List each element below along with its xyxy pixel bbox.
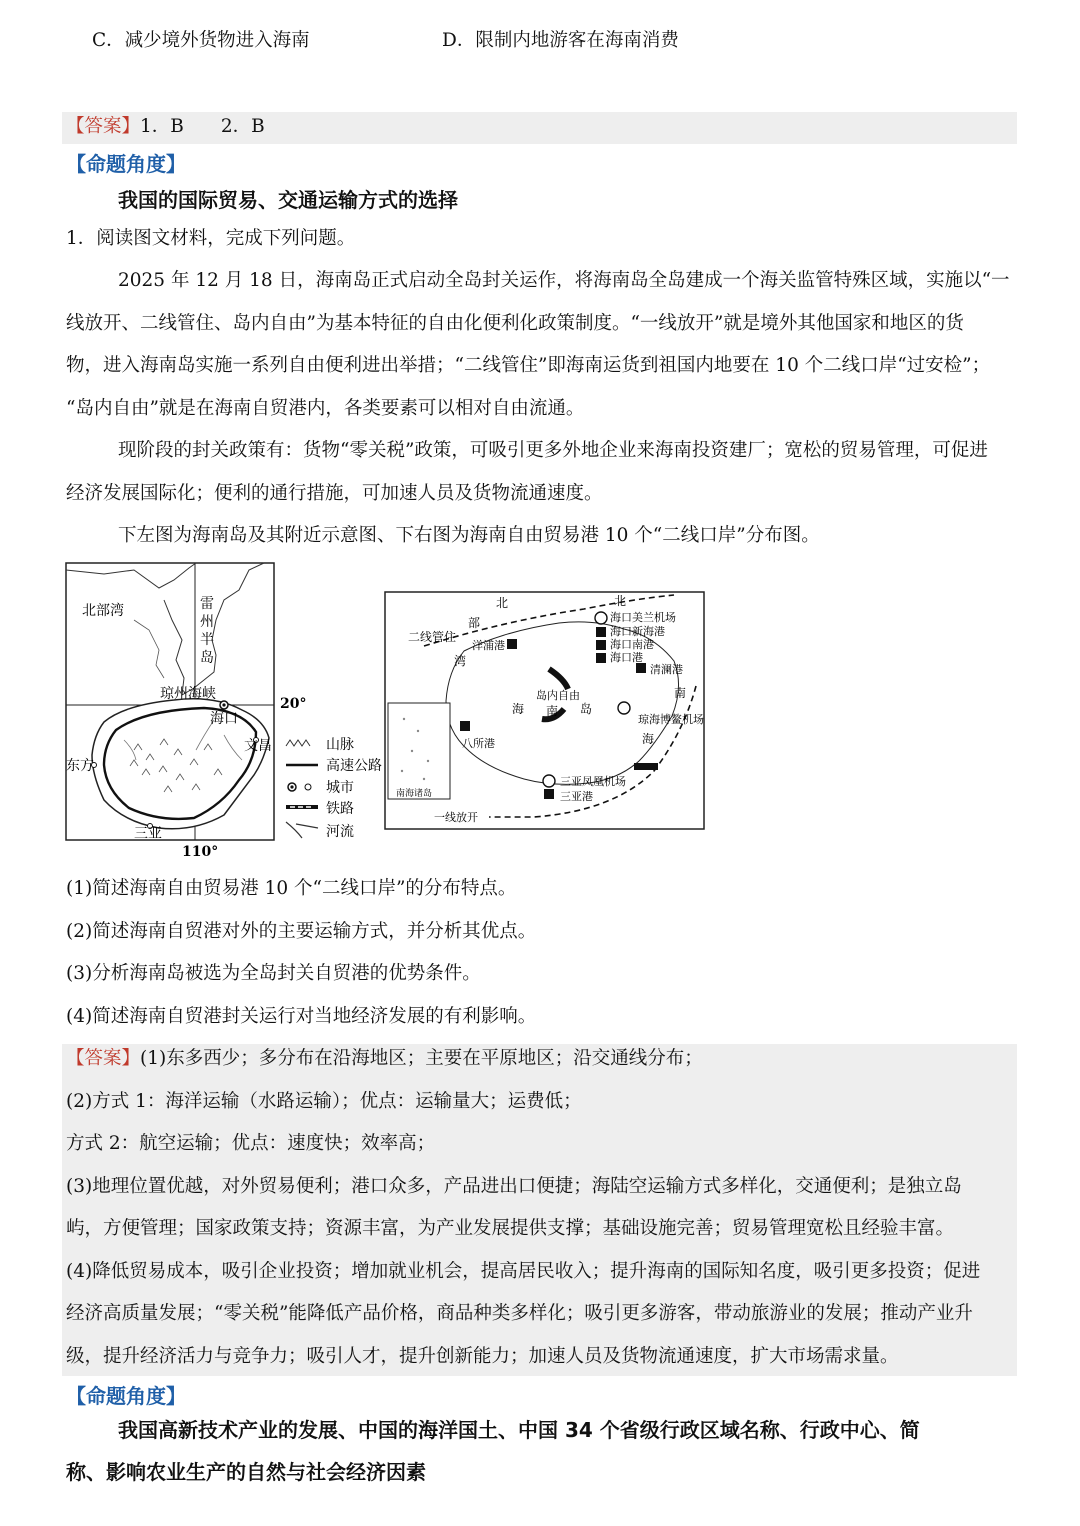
label-leizhou-1: 雷 [200,596,214,612]
label-yangpu: 洋浦港 [472,639,505,652]
legend-expressway: 高速公路 [326,758,382,774]
para1-line2: 线放开、二线管住、岛内自由”为基本特征的自由化便利化政策制度。“一线放开”就是境外其他国家和地区的货 [66,313,964,334]
para1-line4: “岛内自由”就是在海南自贸港内，各类要素可以相对自由流通。 [66,398,585,419]
label-sanya-port: 三亚港 [560,790,593,803]
label-bei2: 北 [614,594,627,608]
label-xinhai: 海口新海港 [610,625,665,638]
answer-2-line7: 经济高质量发展；“零关税”能降低产品价格，商品种类多样化；吸引更多游客，带动旅游业的发展；推动产业升 [66,1303,973,1324]
right-map [384,591,706,831]
answer-2-line4: (3)地理位置优越，对外贸易便利；港口众多，产品进出口便捷；海陆空运输方式多样化，交通便利；是独立岛 [66,1176,962,1197]
label-wan: 湾 [454,654,467,668]
para3: 下左图为海南岛及其附近示意图、下右图为海南自由贸易港 10 个“二线口岸”分布图。 [118,525,820,546]
sub-question-1: (1)简述海南自由贸易港 10 个“二线口岸”的分布特点。 [66,878,517,899]
label-haikou: 海口 [210,711,238,727]
label-bei: 北 [496,596,509,610]
label-haikou-air: 海口美兰机场 [610,611,676,624]
para1-line1: 2025 年 12 月 18 日，海南岛正式启动全岛封关运作，将海南岛全岛建成一个海关监管特殊区域，实施以“一 [118,270,1010,291]
para1-line3: 物，进入海南岛实施一系列自由便利进出举措；“二线管住”即海南运货到祖国内地要在 10 个二线口岸“过安检”； [66,355,991,376]
section-subtitle-1: 我国的国际贸易、交通运输方式的选择 [118,188,458,212]
label-beibu: 北部湾 [82,603,124,619]
answer-2-line8: 级，提升经济活力与竞争力；吸引人才，提升创新能力；加速人员及货物流通速度，扩大市场需求量。 [66,1346,899,1367]
answer-2-line3: 方式 2：航空运输；优点：速度快；效率高； [66,1133,436,1154]
label-boao: 琼海博鳌机场 [638,713,704,726]
label-sanya: 三亚 [134,826,162,842]
para2-line2: 经济发展国际化；便利的通行措施，可加速人员及货物流通速度。 [66,483,603,504]
label-center-nan: 南 [546,704,559,718]
label-hai2: 海 [642,732,655,746]
legend-mountain: 山脉 [326,737,354,753]
label-center-hai: 海 [512,702,525,716]
label-lon: 110° [182,844,219,860]
label-leizhou-3: 半 [200,632,214,648]
option-c: C．减少境外货物进入海南 [92,30,310,51]
label-erxian: 二线管住 [408,630,457,644]
sub-question-2: (2)简述海南自贸港对外的主要运输方式，并分析其优点。 [66,921,537,942]
label-center-dao: 岛 [580,702,593,716]
answer-2-line5: 屿，方便管理；国家政策支持；资源丰富，为产业发展提供支撑；基础设施完善；贸易管理宽松且经验丰富。 [66,1218,955,1239]
legend-city: 城市 [326,780,354,796]
label-wenchang: 文昌 [244,738,272,754]
answer-2-text-1: (1)东多西少；多分布在沿海地区；主要在平原地区；沿交通线分布； [140,1048,703,1069]
answer-2-line1 [66,1046,703,1072]
sub-question-4: (4)简述海南自贸港封关运行对当地经济发展的有利影响。 [66,1006,537,1027]
left-map [64,560,394,860]
sub-question-3: (3)分析海南岛被选为全岛封关自贸港的优势条件。 [66,963,481,984]
label-bu: 部 [468,616,481,630]
label-dongfang: 东方 [66,758,94,774]
section-heading-2: 【命题角度】 [66,1384,186,1408]
section-heading-1: 【命题角度】 [66,152,186,176]
para2-line1: 现阶段的封关政策有：货物“零关税”政策，可吸引更多外地企业来海南投资建厂；宽松的贸易管理，可促进 [118,440,988,461]
label-leizhou-4: 岛 [200,650,214,666]
label-basuo: 八所港 [462,737,495,750]
question-stem: 1．阅读图文材料，完成下列问题。 [66,228,356,249]
answer-tag: 【答案】 [66,116,141,137]
label-haikougang: 海口港 [610,651,643,664]
label-inset: 南海诸岛 [396,789,433,799]
label-lat: 20° [280,696,307,712]
label-leizhou-2: 州 [200,614,214,630]
left-map-legend [286,737,382,840]
label-nangang: 海口南港 [610,638,654,651]
label-nan: 南 [674,686,687,700]
label-center-top: 岛内自由 [536,689,580,702]
legend-river: 河流 [326,824,354,840]
answer-1 [66,114,265,140]
answer-1-text: 1．B 2．B [140,116,265,137]
section-subtitle-2-line2: 称、影响农业生产的自然与社会经济因素 [66,1460,426,1484]
label-sanya-air: 三亚凤凰机场 [560,775,626,788]
label-yixian: 一线放开 [434,811,478,824]
legend-railway: 铁路 [326,801,354,817]
label-qiongzhou: 琼州海峡 [160,686,216,702]
answer-2-line2: (2)方式 1：海洋运输（水路运输）；优点：运输量大；运费低； [66,1091,582,1112]
option-d: D．限制内地游客在海南消费 [442,30,679,51]
section-subtitle-2-line1: 我国高新技术产业的发展、中国的海洋国土、中国 34 个省级行政区域名称、行政中心、简 [118,1418,920,1442]
label-qinglan: 清澜港 [650,663,683,676]
answer-2-line6: (4)降低贸易成本，吸引企业投资；增加就业机会，提高居民收入；提升海南的国际知名度，吸引更多投资；促进 [66,1261,981,1282]
answer-tag-2: 【答案】 [66,1048,141,1069]
